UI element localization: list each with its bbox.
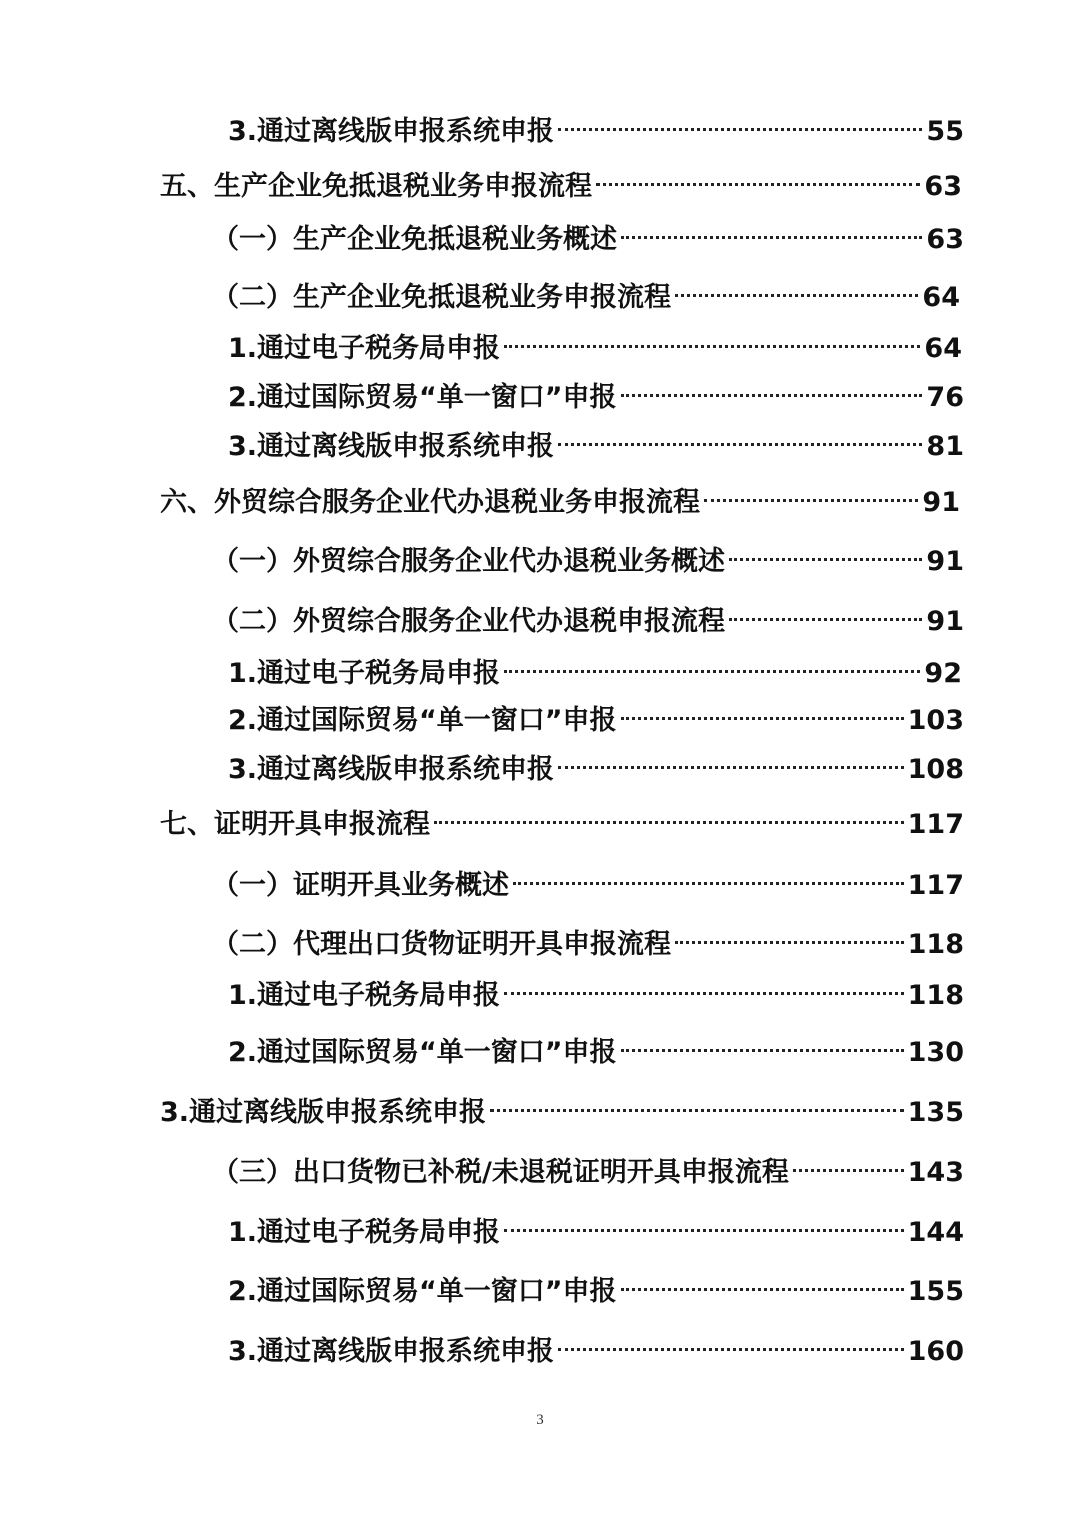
toc-entry-page: 63 (926, 224, 964, 255)
toc-entry-title: 2.通过国际贸易“单一窗口”申报 (228, 705, 617, 736)
toc-entry (160, 1092, 964, 1134)
toc-entry-page: 118 (907, 929, 964, 960)
toc-entry-page: 117 (907, 809, 964, 840)
toc-dot-leader (621, 717, 904, 720)
toc-entry (212, 277, 960, 319)
toc-entry-title: （一）外贸综合服务企业代办退税业务概述 (212, 546, 725, 577)
toc-entry-title: 2.通过国际贸易“单一窗口”申报 (228, 1276, 617, 1307)
toc-entry-page: 160 (907, 1336, 964, 1367)
toc-entry-page: 144 (907, 1217, 964, 1248)
toc-entry (160, 804, 964, 846)
toc-entry-title: 七、证明开具申报流程 (160, 809, 430, 840)
toc-entry-page: 81 (926, 431, 964, 462)
toc-entry-page: 64 (922, 282, 960, 313)
toc-entry-title: （一）证明开具业务概述 (212, 870, 509, 901)
toc-entry (228, 749, 964, 791)
toc-entry (228, 1331, 964, 1373)
toc-entry-page: 143 (907, 1157, 964, 1188)
toc-entry-page: 55 (926, 116, 964, 147)
toc-entry-page: 92 (924, 658, 962, 689)
toc-dot-leader (729, 558, 922, 561)
toc-dot-leader (621, 1049, 904, 1052)
toc-entry (228, 975, 964, 1017)
toc-dot-leader (558, 766, 904, 769)
toc-entry-page: 118 (907, 980, 964, 1011)
toc-entry-title: 3.通过离线版申报系统申报 (160, 1097, 487, 1128)
toc-dot-leader (675, 294, 918, 297)
toc-entry-title: 1.通过电子税务局申报 (228, 980, 501, 1011)
toc-dot-leader (558, 128, 922, 131)
toc-dot-leader (434, 821, 904, 824)
toc-entry (212, 219, 964, 261)
toc-dot-leader (504, 345, 920, 348)
toc-dot-leader (793, 1169, 904, 1172)
toc-entry-page: 103 (907, 705, 964, 736)
toc-entry (160, 482, 960, 524)
toc-entry (212, 1152, 964, 1194)
toc-entry-title: 3.通过离线版申报系统申报 (228, 754, 555, 785)
toc-dot-leader (504, 992, 904, 995)
toc-entry (228, 426, 964, 468)
toc-dot-leader (504, 670, 920, 673)
toc-entry-title: （一）生产企业免抵退税业务概述 (212, 224, 617, 255)
toc-entry-title: 1.通过电子税务局申报 (228, 658, 501, 689)
toc-dot-leader (504, 1229, 904, 1232)
toc-entry-title: 3.通过离线版申报系统申报 (228, 431, 555, 462)
toc-entry (228, 700, 964, 742)
toc-entry-title: （二）代理出口货物证明开具申报流程 (212, 929, 671, 960)
toc-dot-leader (621, 1288, 904, 1291)
toc-dot-leader (513, 882, 904, 885)
toc-entry-title: （三）出口货物已补税/未退税证明开具申报流程 (212, 1157, 789, 1188)
toc-entry-page: 108 (907, 754, 964, 785)
toc-dot-leader (704, 499, 918, 502)
toc-entry-page: 135 (907, 1097, 964, 1128)
toc-entry (228, 328, 962, 370)
toc-entry (228, 377, 964, 419)
toc-entry-title: 2.通过国际贸易“单一窗口”申报 (228, 382, 617, 413)
toc-entry-page: 91 (926, 546, 964, 577)
toc-entry-title: 1.通过电子税务局申报 (228, 1217, 501, 1248)
toc-entry (212, 865, 964, 907)
toc-entry (228, 1271, 964, 1313)
toc-dot-leader (621, 394, 923, 397)
toc-entry-page: 117 (907, 870, 964, 901)
toc-dot-leader (596, 183, 920, 186)
toc-dot-leader (675, 941, 904, 944)
toc-entry-page: 155 (907, 1276, 964, 1307)
toc-entry-page: 91 (926, 606, 964, 637)
toc-dot-leader (729, 618, 922, 621)
toc-entry (228, 1212, 964, 1254)
toc-entry (212, 924, 964, 966)
toc-entry (212, 541, 964, 583)
toc-entry-title: 五、生产企业免抵退税业务申报流程 (160, 171, 592, 202)
page-number: 3 (536, 1412, 544, 1428)
toc-entry-title: 3.通过离线版申报系统申报 (228, 116, 555, 147)
toc-entry-title: 六、外贸综合服务企业代办退税业务申报流程 (160, 487, 700, 518)
toc-entry-title: （二）生产企业免抵退税业务申报流程 (212, 282, 671, 313)
toc-entry-title: 1.通过电子税务局申报 (228, 333, 501, 364)
toc-entry (228, 653, 962, 695)
toc-dot-leader (558, 1348, 904, 1351)
toc-entry-page: 91 (922, 487, 960, 518)
toc-entry (160, 166, 962, 208)
toc-entry-title: 2.通过国际贸易“单一窗口”申报 (228, 1037, 617, 1068)
toc-entry (228, 1032, 964, 1074)
toc-dot-leader (558, 443, 922, 446)
toc-entry-page: 64 (924, 333, 962, 364)
toc-entry (228, 111, 964, 153)
toc-entry (212, 601, 964, 643)
toc-dot-leader (621, 236, 922, 239)
toc-entry-page: 130 (907, 1037, 964, 1068)
toc-entry-title: 3.通过离线版申报系统申报 (228, 1336, 555, 1367)
toc-dot-leader (490, 1109, 904, 1112)
toc-entry-title: （二）外贸综合服务企业代办退税申报流程 (212, 606, 725, 637)
toc-entry-page: 63 (924, 171, 962, 202)
toc-entry-page: 76 (926, 382, 964, 413)
